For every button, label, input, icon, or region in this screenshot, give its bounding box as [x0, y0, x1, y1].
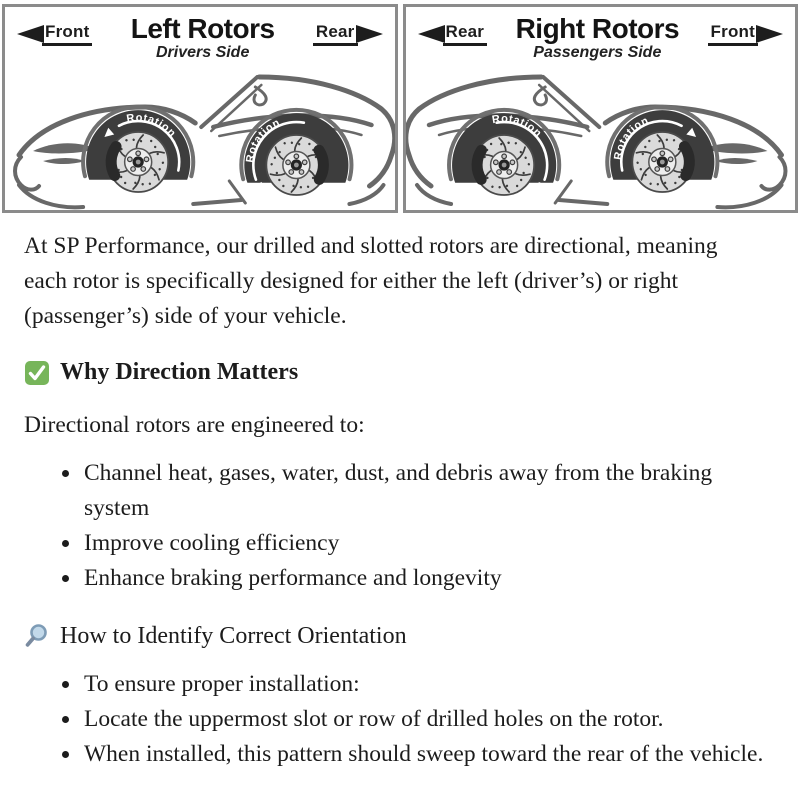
list-item: • Improve cooling efficiency: [82, 526, 764, 561]
list-item: • When installed, this pattern should sweep toward the rear of the vehicle.: [82, 737, 764, 772]
right-arrow-icon: [356, 25, 383, 43]
panel-left-rotors: [2, 4, 398, 213]
magnifying-glass-icon: [24, 623, 50, 650]
panel-subtitle: Drivers Side: [155, 44, 250, 62]
panel-subtitle: Passengers Side: [533, 44, 662, 62]
engineered-lead: Directional rotors are engineered to:: [24, 412, 365, 438]
left-arrow-icon: [418, 25, 445, 43]
right-arrow-icon: [756, 25, 783, 43]
list-item: • To ensure proper installation:: [82, 667, 764, 702]
why-direction-heading-row: [24, 359, 764, 386]
panel-right-rotors: [403, 4, 799, 213]
panel-title: Right Rotors: [515, 13, 680, 44]
front-direction-indicator: [708, 22, 783, 46]
green-check-icon: [24, 360, 50, 386]
list-item: • Locate the uppermost slot or row of drilled holes on the rotor.: [82, 702, 764, 737]
intro-paragraph: At SP Performance, our drilled and slotted rotors are directional, meaning each rotor is specifically designed for either the left (driver’s) or right (passenger’s) side of your vehicle.: [24, 233, 718, 329]
rotor-direction-diagram: [0, 0, 800, 213]
panel-title: Left Rotors: [130, 13, 275, 44]
benefits-list: [24, 456, 764, 596]
rear-direction-indicator: [418, 22, 488, 46]
list-item: • Channel heat, gases, water, dust, and debris away from the braking system: [82, 456, 764, 526]
direction-label: Front: [708, 22, 758, 46]
identify-heading: How to Identify Correct Orientation: [60, 623, 407, 649]
front-direction-indicator: [17, 22, 92, 46]
direction-label: Front: [42, 22, 92, 46]
direction-label: Rear: [443, 22, 488, 46]
identify-list: [24, 667, 764, 772]
why-direction-heading: Why Direction Matters: [60, 359, 299, 385]
rotation-label-front-right: Rotation: [611, 114, 651, 161]
identify-heading-row: [24, 623, 764, 650]
rotation-label-rear-left: Rotation: [244, 116, 283, 164]
rear-direction-indicator: [313, 22, 383, 46]
list-item: • Enhance braking performance and longevity: [82, 561, 764, 596]
rotation-label-front-left: Rotation: [125, 111, 179, 140]
direction-label: Rear: [313, 22, 358, 46]
rotation-label-rear-right: Rotation: [490, 112, 544, 140]
article-body: [0, 229, 800, 792]
left-arrow-icon: [17, 25, 44, 43]
